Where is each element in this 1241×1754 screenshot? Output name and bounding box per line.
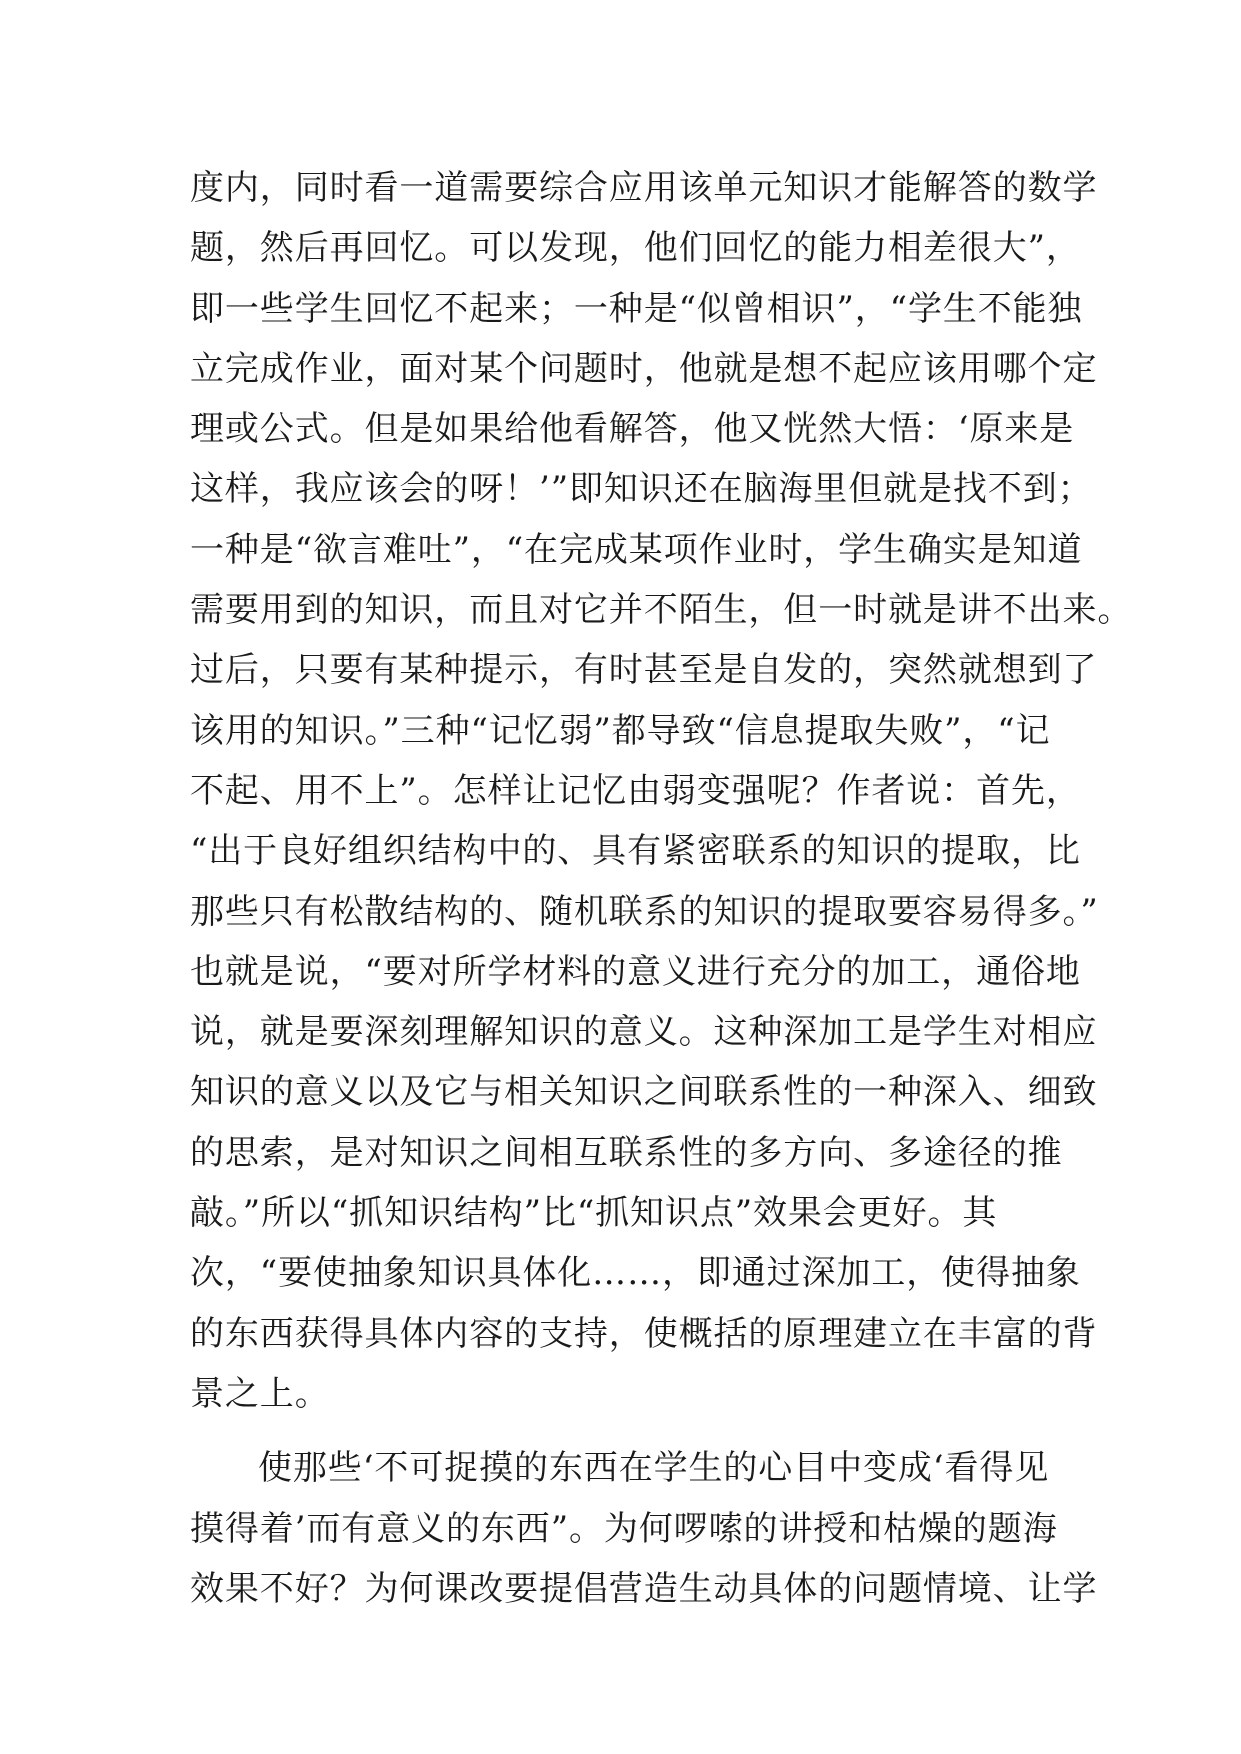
text-line: 即一些学生回忆不起来；一种是“似曾相识”，“学生不能独 <box>190 288 1083 329</box>
text-line: 过后，只要有某种提示，有时甚至是自发的，突然就想到了 <box>190 650 1098 691</box>
text-line: 一种是“欲言难吐”，“在完成某项作业时，学生确实是知道 <box>190 529 1083 570</box>
text-line: 那些只有松散结构的、随机联系的知识的提取要容易得多。” <box>190 891 1099 932</box>
text-line: 该用的知识。”三种“记忆弱”都导致“信息提取失败”，“记 <box>190 710 1051 751</box>
text-line: 需要用到的知识，而且对它并不陌生，但一时就是讲不出来。 <box>190 590 1133 631</box>
text-line: 敲。”所以“抓知识结构”比“抓知识点”效果会更好。其 <box>190 1193 998 1234</box>
text-line: 知识的意义以及它与相关知识之间联系性的一种深入、细致 <box>190 1072 1098 1113</box>
text-line: 立完成作业，面对某个问题时，他就是想不起应该用哪个定 <box>190 348 1098 389</box>
text-line: 的东西获得具体内容的支持，使概括的原理建立在丰富的背 <box>190 1313 1098 1354</box>
paragraph-gap <box>190 1424 1090 1438</box>
paragraph-2 <box>190 1438 1098 1619</box>
text-line: 理或公式。但是如果给他看解答，他又恍然大悟：‘原来是 <box>190 409 1075 450</box>
body-text <box>190 158 1133 1619</box>
text-line: “出于良好组织结构中的、具有紧密联系的知识的提取，比 <box>190 831 1081 872</box>
text-line: 的思索，是对知识之间相互联系性的多方向、多途径的推 <box>190 1132 1063 1173</box>
text-line: 使那些‘不可捉摸的东西在学生的心目中变成‘看得见 <box>258 1448 1050 1489</box>
text-line: 度内，同时看一道需要综合应用该单元知识才能解答的数学 <box>190 168 1098 208</box>
text-line: 题，然后再回忆。可以发现，他们回忆的能力相差很大”， <box>190 228 1081 269</box>
text-line: 也就是说，“要对所学材料的意义进行充分的加工，通俗地 <box>190 951 1081 992</box>
text-line: 摸得着’而有意义的东西”。为何啰嗦的讲授和枯燥的题海 <box>190 1508 1058 1549</box>
text-line: 效果不好？为何课改要提倡营造生动具体的问题情境、让学 <box>190 1568 1098 1609</box>
text-line: 景之上。 <box>190 1373 330 1414</box>
text-line: 不起、用不上”。怎样让记忆由弱变强呢？作者说：首先， <box>190 770 1081 811</box>
text-line: 说，就是要深刻理解知识的意义。这种深加工是学生对相应 <box>190 1012 1098 1053</box>
text-line: 次，“要使抽象知识具体化……，即通过深加工，使得抽象 <box>190 1253 1081 1294</box>
paragraph-1 <box>190 158 1133 1424</box>
text-line: 这样，我应该会的呀！’”即知识还在脑海里但就是找不到； <box>190 469 1093 510</box>
